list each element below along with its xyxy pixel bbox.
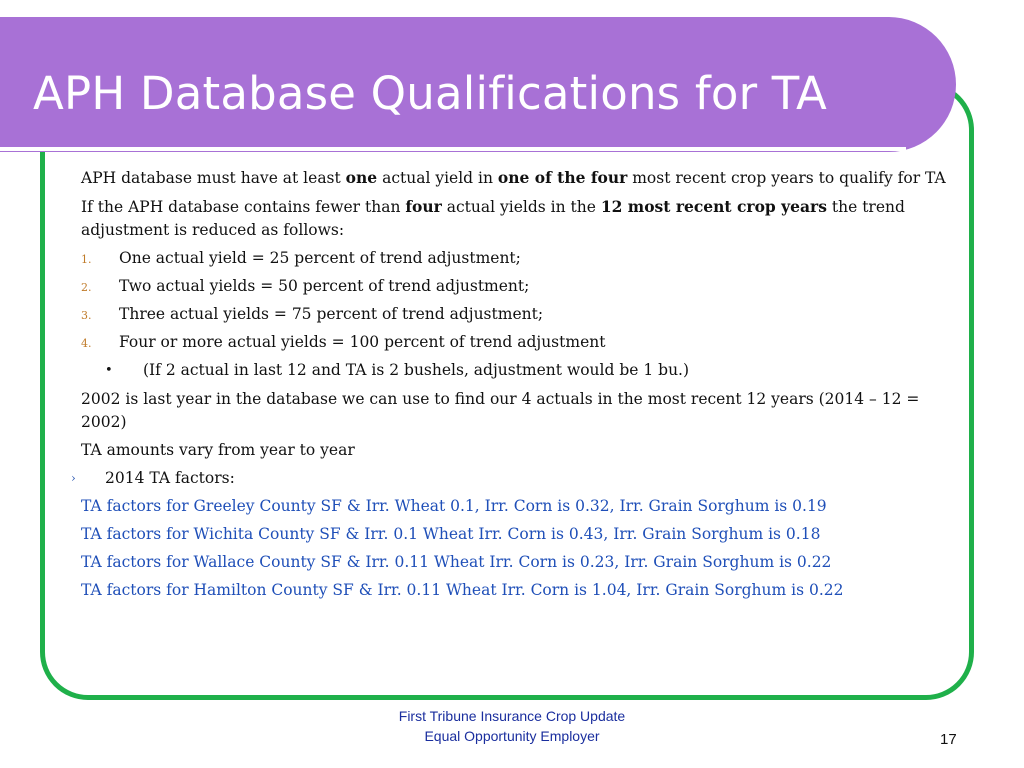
paragraph-trend-reduction (81, 195, 966, 242)
numbered-item (81, 331, 966, 354)
bullet-dot-icon: • (105, 363, 113, 378)
factors-heading (71, 467, 966, 490)
factor-line-greeley: TA factors for Greeley County SF & Irr. Wheat 0.1, Irr. Corn is 0.32, Irr. Grain Sorghum is 0.19 (81, 497, 827, 515)
factor-line-hamilton: TA factors for Hamilton County SF & Irr. 0.11 Wheat Irr. Corn is 1.04, Irr. Grain Sorghum is 0.22 (81, 581, 844, 599)
list-number: 4. (81, 337, 92, 350)
list-item-text: Three actual yields = 75 percent of trend adjustment; (119, 305, 544, 323)
slide-title: APH Database Qualifications for TA (33, 67, 827, 120)
bold-run: 12 most recent crop years (600, 197, 827, 216)
title-underline (0, 147, 906, 151)
footer-line-company: First Tribune Insurance Crop Update (398, 708, 626, 724)
chevron-right-icon: › (71, 471, 76, 485)
text-run: actual yield in (377, 169, 498, 187)
footer-line-eoe: Equal Opportunity Employer (424, 728, 600, 744)
paragraph-2002: 2002 is last year in the database we can use to find our 4 actuals in the most recent 12 years (2014 – 12 = 2002) (81, 390, 920, 431)
text-run: actual yields in the (441, 198, 601, 216)
bold-run: one (345, 168, 378, 187)
text-run: most recent crop years to qualify for TA (627, 169, 946, 187)
text-run: the trend adjustment is reduced as follows: (81, 198, 905, 239)
factor-line-wallace: TA factors for Wallace County SF & Irr. 0.11 Wheat Irr. Corn is 0.23, Irr. Grain Sorghum is 0.22 (81, 553, 832, 571)
numbered-item (81, 247, 966, 270)
factor-line-wichita: TA factors for Wichita County SF & Irr. 0.1 Wheat Irr. Corn is 0.43, Irr. Grain Sorghum is 0.18 (81, 525, 821, 543)
factors-heading-text: 2014 TA factors: (105, 469, 235, 487)
paragraph-qualify (81, 166, 966, 190)
list-item-text: (If 2 actual in last 12 and TA is 2 bushels, adjustment would be 1 bu.) (143, 361, 690, 379)
list-number: 2. (81, 281, 92, 294)
paragraph-ta-vary: TA amounts vary from year to year (81, 441, 355, 459)
list-item-text: Two actual yields = 50 percent of trend adjustment; (119, 277, 530, 295)
sub-bullet-item (81, 359, 966, 382)
list-item-text: One actual yield = 25 percent of trend adjustment; (119, 249, 521, 267)
numbered-item (81, 275, 966, 298)
list-number: 3. (81, 309, 92, 322)
footer (0, 706, 1024, 746)
list-number: 1. (81, 253, 92, 266)
title-band (0, 17, 956, 152)
numbered-item (81, 303, 966, 326)
slide-body (71, 166, 966, 607)
list-item-text: Four or more actual yields = 100 percent of trend adjustment (119, 333, 606, 351)
bold-run: four (405, 197, 442, 216)
bold-run: one of the four (497, 168, 628, 187)
text-run: If the APH database contains fewer than (81, 198, 406, 216)
page-number: 17 (940, 731, 957, 748)
text-run: APH database must have at least (81, 169, 346, 187)
